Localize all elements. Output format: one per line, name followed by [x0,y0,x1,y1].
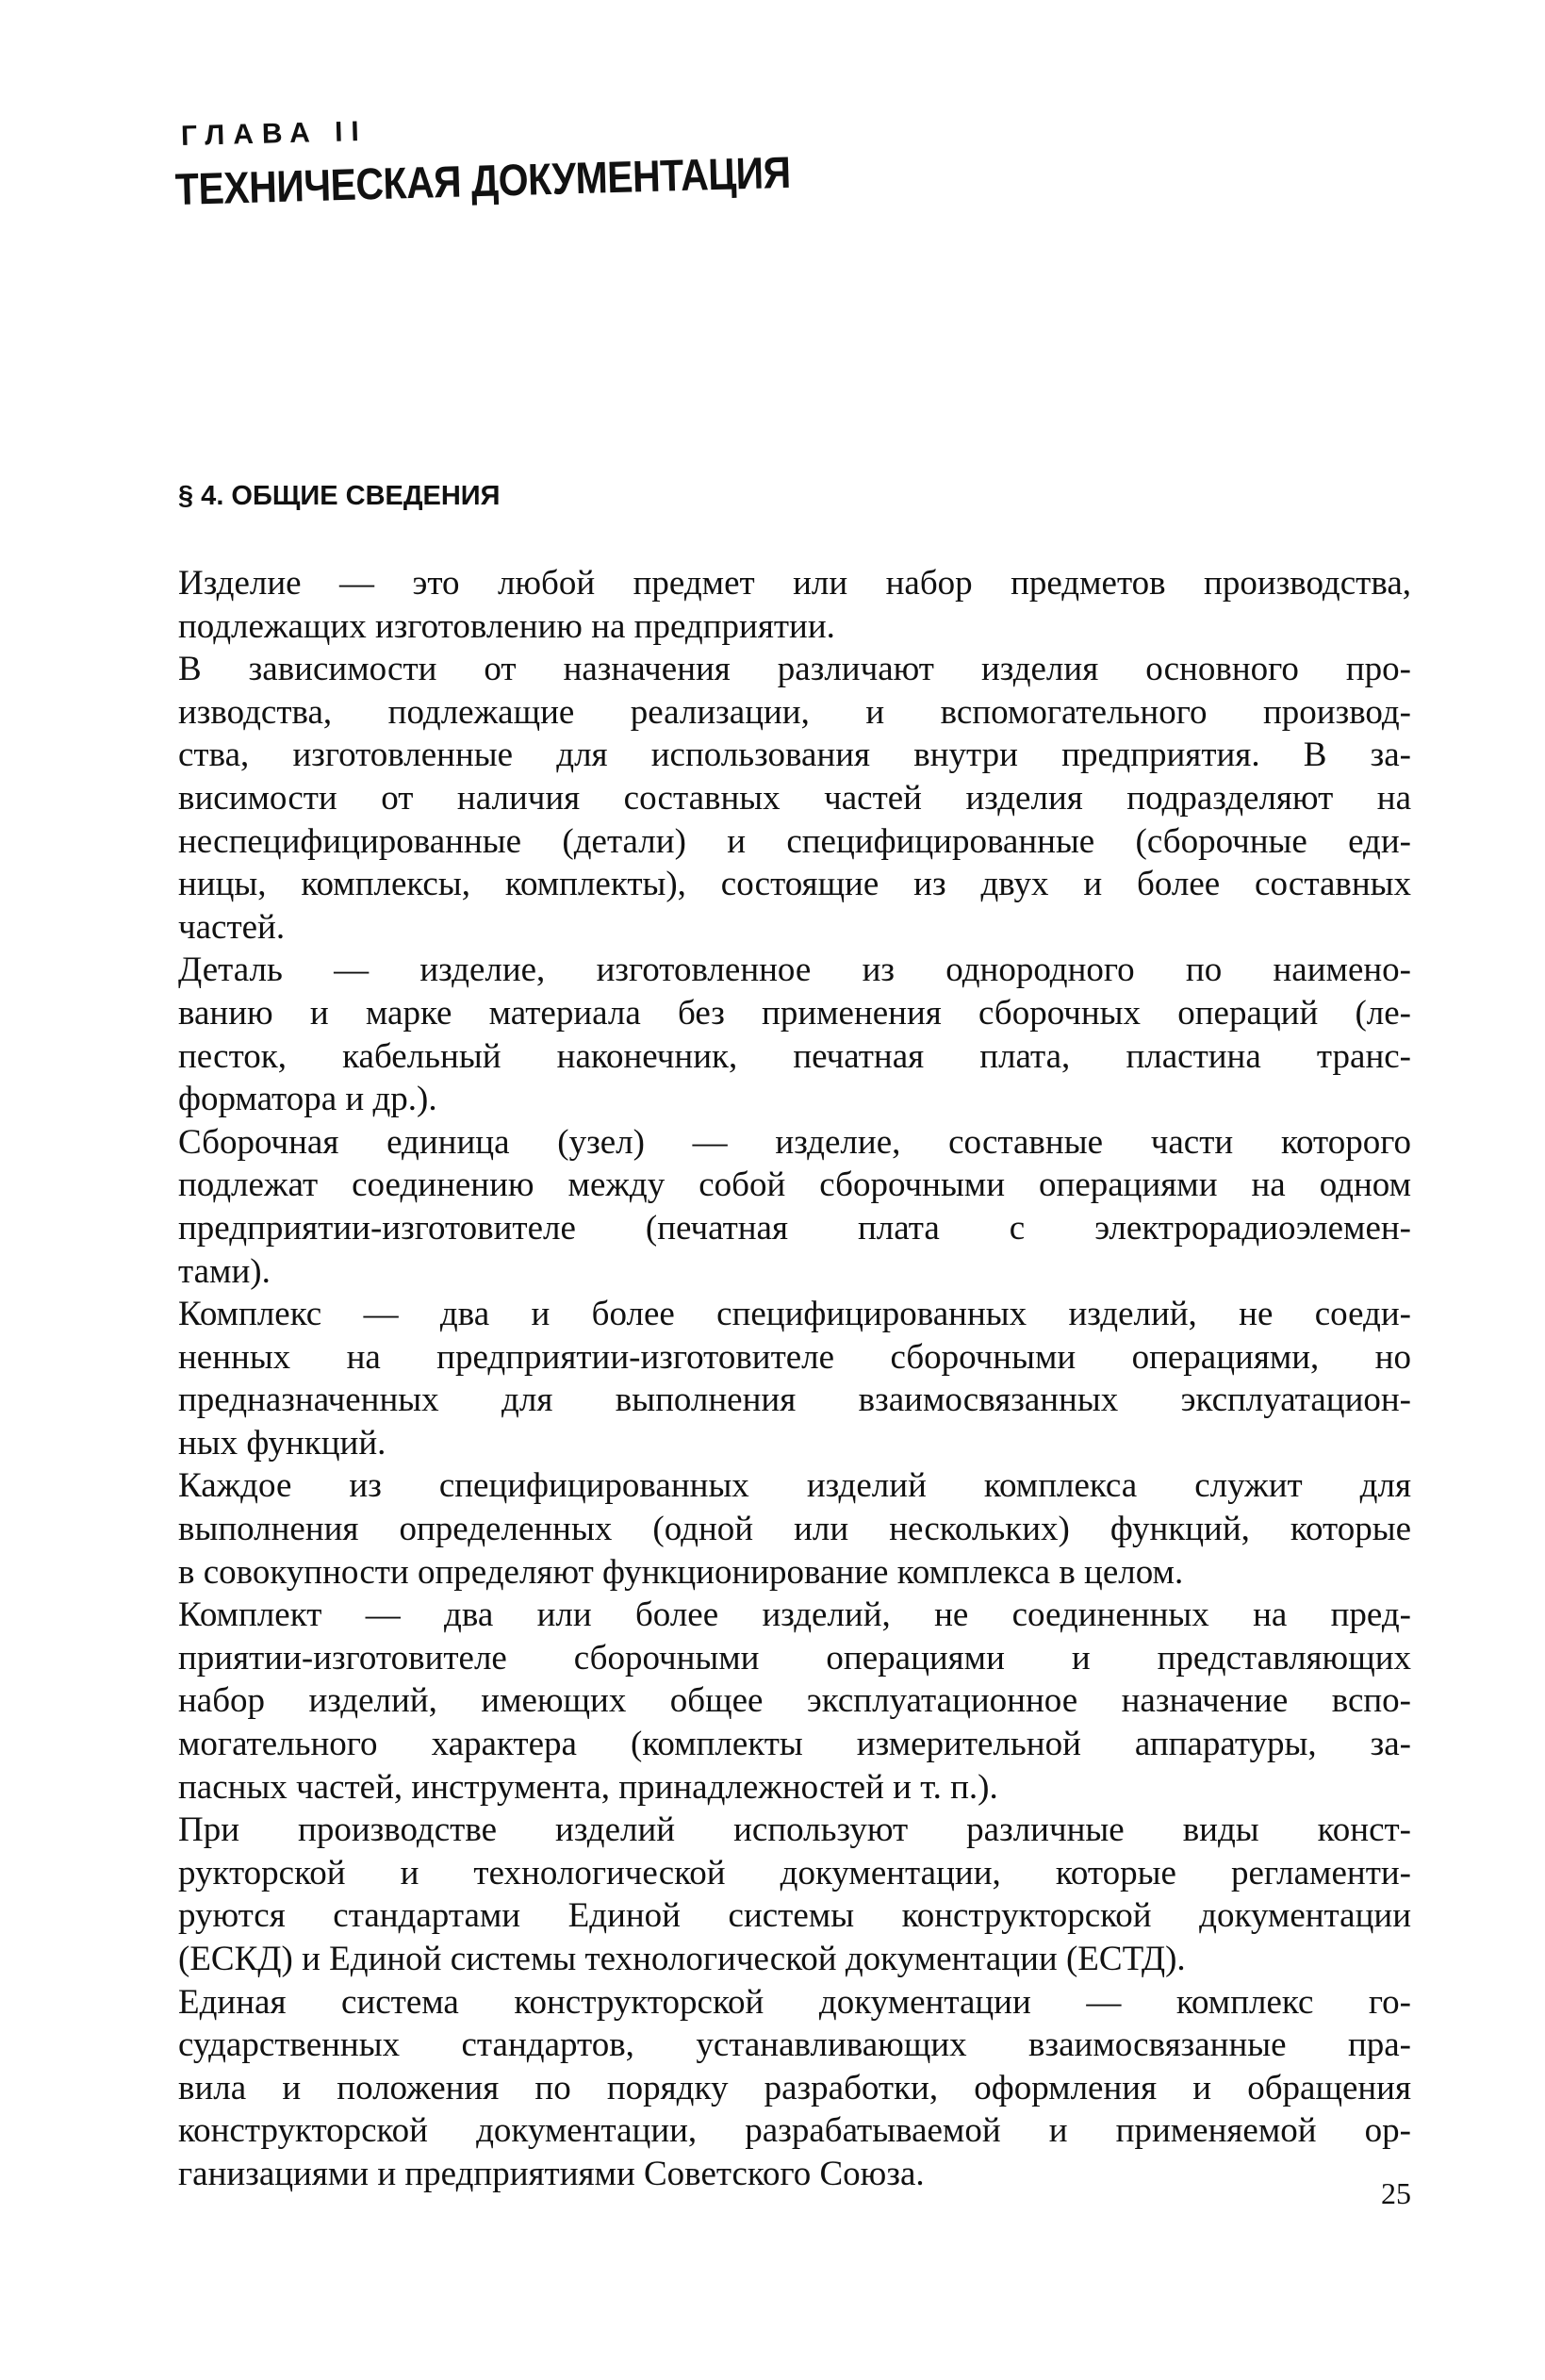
chapter-title: ТЕХНИЧЕСКАЯ ДОКУМЕНТАЦИЯ [174,147,792,215]
text-line: изводства, подлежащие реализации, и вспомогательного производ- [178,692,1411,732]
section-heading: § 4. ОБЩИЕ СВЕДЕНИЯ [178,481,501,511]
paragraph [178,562,1411,648]
text-line: Комплект — два или более изделий, не соединенных на пред- [178,1595,1411,1635]
text-line: ства, изготовленные для использования внутри предприятия. В за- [178,735,1411,775]
paragraph [178,648,1411,949]
paragraph [178,1981,1411,2196]
text-line: В зависимости от назначения различают изделия основного про- [178,650,1411,689]
text-line: Единая система конструкторской документации — комплекс го- [178,1982,1411,2022]
text-line: ванию и марке материала без применения сборочных операций (ле- [178,993,1411,1033]
text-line: предназначенных для выполнения взаимосвязанных эксплуатацион- [178,1380,1411,1420]
paragraph [178,1594,1411,1809]
chapter-label: ГЛАВА II [180,115,369,152]
body-text [178,562,1411,2196]
paragraph [178,1464,1411,1594]
text-line: предприятии-изготовителе (печатная плата с электрорадиоэлемен- [178,1208,1411,1248]
paragraph [178,1293,1411,1464]
text-line: ненных на предприятии-изготовителе сборочными операциями, но [178,1337,1411,1377]
text-line: висимости от наличия составных частей изделия подразделяют на [178,778,1411,818]
text-line: пасных частей, инструмента, принадлежностей и т. п.). [178,1767,998,1807]
text-line: ницы, комплексы, комплекты), состоящие из двух и более составных [178,865,1411,904]
text-line: могательного характера (комплекты измерительной аппаратуры, за- [178,1725,1411,1764]
text-line: Изделие — это любой предмет или набор предметов производства, [178,564,1411,603]
text-line: форматора и др.). [178,1080,437,1119]
page-number: 25 [1381,2176,1411,2210]
text-line: выполнения определенных (одной или нескольких) функций, которые [178,1510,1411,1549]
text-line: ганизациями и предприятиями Советского Союза. [178,2154,925,2193]
text-line: тами). [178,1251,271,1291]
text-line: приятии-изготовителе сборочными операциями и представляющих [178,1638,1411,1678]
text-line: Комплекс — два и более специфицированных изделий, не соеди- [178,1295,1411,1334]
paragraph [178,1809,1411,1980]
text-line: подлежат соединению между собой сборочными операциями на одном [178,1165,1411,1205]
text-line: песток, кабельный наконечник, печатная плата, пластина транс- [178,1036,1411,1076]
text-line: Деталь — изделие, изготовленное из однородного по наимено- [178,950,1411,990]
text-line: сударственных стандартов, устанавливающих взаимосвязанные пра- [178,2025,1411,2065]
text-line: ных функций. [178,1423,386,1463]
paragraph [178,949,1411,1120]
text-line: частей. [178,907,286,947]
text-line: неспецифицированные (детали) и специфицированные (сборочные еди- [178,821,1411,861]
text-line: Сборочная единица (узел) — изделие, составные части которого [178,1122,1411,1162]
text-line: в совокупности определяют функционирование комплекса в целом. [178,1552,1184,1592]
text-line: рукторской и технологической документации, которые регламенти- [178,1853,1411,1892]
text-line: набор изделий, имеющих общее эксплуатационное назначение вспо- [178,1681,1411,1721]
text-line: Каждое из специфицированных изделий комплекса служит для [178,1466,1411,1506]
text-line: При производстве изделий используют различные виды конст- [178,1810,1411,1850]
text-line: конструкторской документации, разрабатываемой и применяемой ор- [178,2111,1411,2151]
paragraph [178,1121,1411,1293]
text-line: (ЕСКД) и Единой системы технологической документации (ЕСТД). [178,1940,1186,1978]
text-line: руются стандартами Единой системы конструкторской документации [178,1896,1411,1936]
text-line: вила и положения по порядку разработки, оформления и обращения [178,2068,1411,2107]
text-line: подлежащих изготовлению на предприятии. [178,606,835,646]
